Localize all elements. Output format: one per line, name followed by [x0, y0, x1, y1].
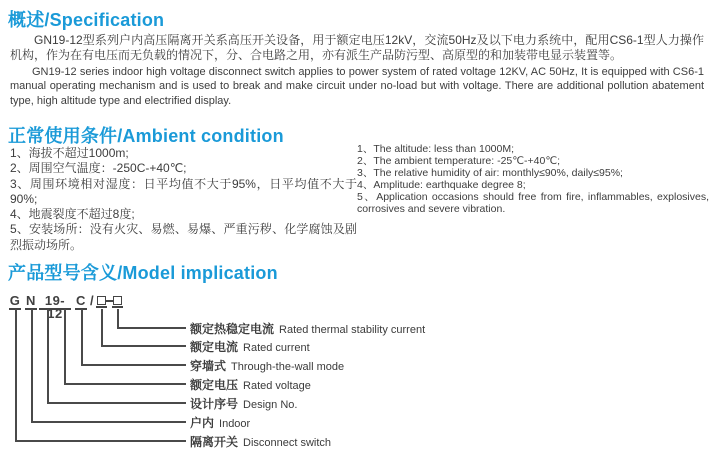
- model-code-slash: /: [89, 293, 95, 308]
- model-label-design-no: [190, 396, 297, 412]
- model-label-indoor: [190, 415, 250, 431]
- ambient-item-zh: 2、周围空气温度：-250C-+40℃;: [10, 161, 187, 176]
- model-label-rated-voltage: [190, 377, 311, 393]
- model-label-zh: 隔离开关: [190, 435, 239, 449]
- placeholder-underline: [112, 306, 123, 308]
- model-code-disconnect: G: [9, 293, 21, 308]
- model-label-en: Design No.: [243, 399, 298, 411]
- model-label-en: Indoor: [219, 418, 251, 430]
- specification-heading: 概述/Specification: [8, 10, 165, 30]
- placeholder-underline: [96, 306, 107, 308]
- model-label-en: Rated current: [243, 342, 310, 354]
- model-label-zh: 设计序号: [190, 397, 239, 411]
- thermal-current-placeholder-box-icon: [113, 296, 122, 305]
- model-label-through-wall: [190, 358, 344, 374]
- model-code-design-voltage: 19-12: [39, 294, 71, 310]
- rated-current-placeholder-box-icon: [97, 296, 106, 305]
- specification-paragraph-en: GN19-12 series indoor high voltage disconnect switch applies to power system of rated voltage 12KV, AC 50Hz, It is equipped with CS6-1 manual operating mechanism and is used to break and make circuit under no-load but with voltage. There are additional pollution abatement type, high altitude type and electrified display.: [10, 66, 704, 107]
- ambient-item-zh: 5、安装场所：没有火灾、易燃、易爆、严重污秽、化学腐蚀及剧烈振动场所。: [10, 222, 357, 252]
- ambient-condition-heading: 正常使用条件/Ambient condition: [8, 126, 284, 146]
- model-code-indoor: N: [26, 293, 36, 308]
- model-label-en: Disconnect switch: [243, 437, 332, 449]
- model-label-rated-current: [190, 339, 310, 355]
- model-label-zh: 穿墙式: [190, 359, 227, 373]
- model-label-zh: 额定电流: [190, 340, 239, 354]
- model-label-thermal-current: [190, 321, 425, 337]
- ambient-item-en: 4、Amplitude: earthquake degree 8;: [357, 178, 526, 191]
- model-label-zh: 额定热稳定电流: [190, 322, 275, 336]
- ambient-item-en: 2、The ambient temperature: -25℃-+40℃;: [357, 154, 561, 167]
- model-label-zh: 户内: [190, 416, 215, 430]
- model-label-en: Rated voltage: [243, 380, 311, 392]
- ambient-list-zh: [10, 146, 357, 253]
- placeholder-dash: [106, 300, 113, 302]
- model-label-en: Rated thermal stability current: [279, 324, 426, 336]
- ambient-item-en: 1、The altitude: less than 1000M;: [357, 143, 515, 155]
- model-implication-heading: 产品型号含义/Model implication: [8, 263, 278, 283]
- ambient-item-zh: 4、地震裂度不超过8度;: [10, 207, 135, 222]
- leader-line-disconnect-switch: [15, 309, 186, 442]
- specification-paragraph-zh: GN19-12型系列户内高压隔离开关系高压开关设备，用于额定电压12kV，交流50Hz及以下电力系统中，配用CS6-1型人力操作机构，作为在有电压而无负载的情况下，分、合电路之用，亦有派生产品防污型、高原型的和加装带电显示装置等。: [10, 33, 704, 62]
- model-label-en: Through-the-wall mode: [231, 361, 345, 373]
- ambient-list-en: [357, 144, 709, 215]
- ambient-item-zh: 1、海拔不超过1000m;: [10, 146, 129, 160]
- model-code-through-wall: C: [76, 293, 86, 308]
- model-label-disconnect-switch: [190, 434, 331, 450]
- model-label-zh: 额定电压: [190, 378, 239, 392]
- ambient-item-en: 3、The relative humidity of air: monthly≤90%, daily≤95%;: [357, 166, 623, 179]
- ambient-item-en: 5、Application occasions should free from fire, inflammables, explosives, corrosives and severe vibration.: [357, 190, 709, 215]
- ambient-item-zh: 3、周围环境相对湿度：日平均值不大于95%，日平均值不大于90%;: [10, 176, 357, 206]
